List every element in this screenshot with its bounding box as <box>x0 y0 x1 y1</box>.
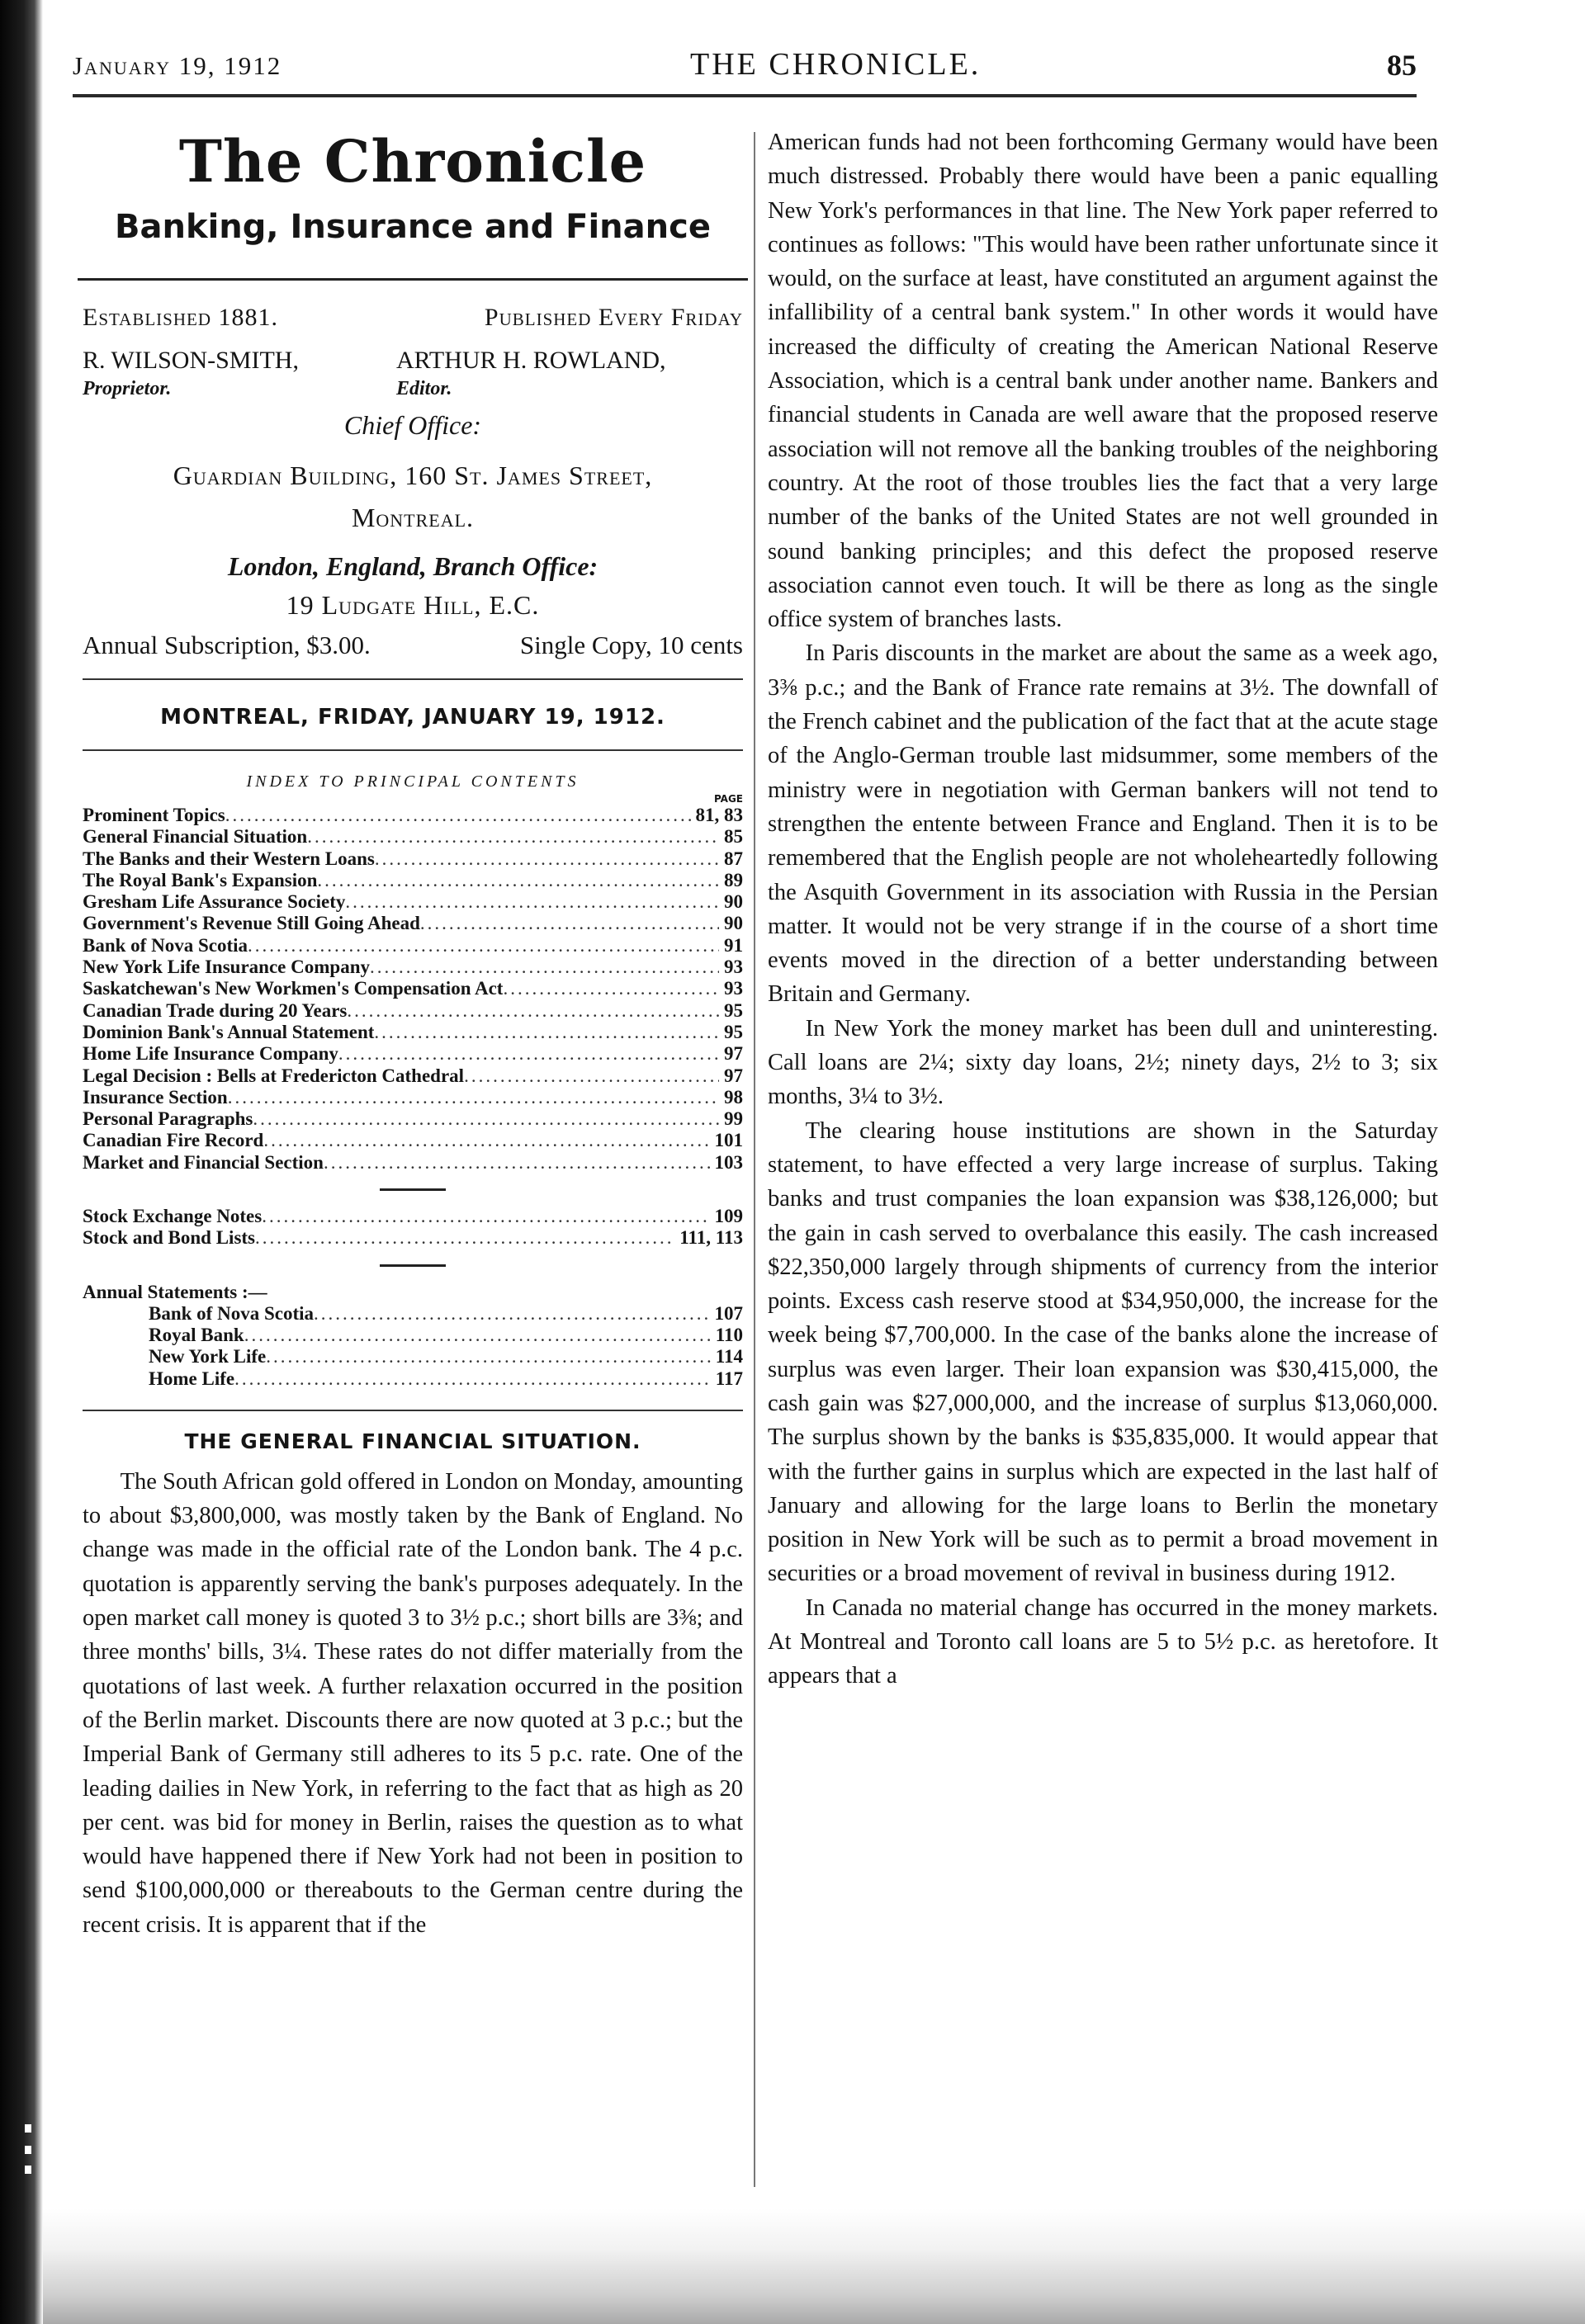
index-entry-title: Government's Revenue Still Going Ahead <box>83 913 420 934</box>
issue-dateline: MONTREAL, FRIDAY, JANUARY 19, 1912. <box>160 705 665 730</box>
dot-leader <box>338 1043 719 1065</box>
right-column <box>768 125 1438 1693</box>
masthead-rule <box>78 278 748 281</box>
masthead-subtitle: Banking, Insurance and Finance <box>115 208 711 246</box>
index-entry <box>83 826 743 848</box>
index-entry <box>83 1152 743 1174</box>
london-branch-label: London, England, Branch Office: <box>227 551 599 581</box>
divider-rule <box>83 678 743 680</box>
annual-statements-heading: Annual Statements :— <box>83 1281 267 1302</box>
index-entry <box>83 935 743 957</box>
index-entry-page: 97 <box>724 1065 743 1086</box>
binding-mark <box>25 2166 31 2174</box>
index-entry-page: 103 <box>714 1151 743 1173</box>
staff-roles-row <box>83 378 743 400</box>
index-entry-title: Home Life Insurance Company <box>83 1043 338 1065</box>
article-paragraph: In Paris discounts in the market are about the same as a week ago, 3⅜ p.c.; and the Bank of France rate remains at 3½. The downfall of the French cabinet and the publication of the fact that at the acute stage of the Anglo-German trouble last midsummer, some members of the ministry were in negotiation with German bankers will not tend to strengthen the entente between France and England. Then it is to be remembered that the English people are not wholeheartedly following the Asquith Government in its association with Russia in the Persian matter. It would not be very strange if in the course of a short time events moved in the direction of a better understanding between Britain and Germany. <box>768 640 1438 1008</box>
office-address: Guardian Building, 160 St. James Street, <box>173 461 653 490</box>
index-entry-page: 87 <box>724 848 743 869</box>
index-entry-page: 85 <box>724 826 743 848</box>
dot-leader <box>374 1022 719 1043</box>
dot-leader <box>420 913 719 934</box>
index-entry-title: Home Life <box>149 1367 235 1389</box>
index-entry-title: New York Life <box>149 1346 267 1367</box>
masthead-title: The Chronicle <box>178 127 647 196</box>
proprietor-role: Proprietor. <box>83 378 172 399</box>
index-entry-page: 109 <box>714 1206 743 1227</box>
subscription-line <box>83 631 743 660</box>
established-line: Established 1881. <box>83 304 278 331</box>
dot-leader <box>228 1087 719 1108</box>
dot-leader <box>345 891 719 913</box>
index-entry <box>83 978 743 999</box>
index-entry-page: 93 <box>724 957 743 978</box>
index-entry-page: 98 <box>724 1086 743 1108</box>
dot-leader <box>314 1303 710 1325</box>
dot-leader <box>244 1325 711 1346</box>
dot-leader <box>370 957 719 978</box>
index-title: INDEX TO PRINCIPAL CONTENTS <box>246 772 580 791</box>
publication-info-row <box>83 304 743 332</box>
proprietor-name: R. WILSON-SMITH, <box>83 347 299 374</box>
dot-leader <box>317 870 719 891</box>
annual-subscription: Annual Subscription, $3.00. <box>83 631 371 659</box>
index-entry <box>83 1000 743 1022</box>
index-entry <box>83 870 743 891</box>
staff-names-row <box>83 347 743 375</box>
index-entry <box>83 891 743 913</box>
index-entry-title: General Financial Situation <box>83 826 308 848</box>
index-entry <box>83 913 743 934</box>
index-entry <box>83 1043 743 1065</box>
dot-leader <box>375 848 719 870</box>
editor-role: Editor. <box>396 378 452 399</box>
index-entry <box>83 1368 743 1390</box>
index-separator <box>380 1264 446 1267</box>
index-entry-page: 81, 83 <box>695 805 743 825</box>
published-line: Published Every Friday <box>484 304 743 331</box>
index-entry <box>83 1227 743 1249</box>
dot-leader <box>234 1368 711 1390</box>
index-entry-title: Canadian Trade during 20 Years <box>83 999 348 1021</box>
index-entry-title: Stock and Bond Lists <box>83 1227 255 1249</box>
article-paragraph: The clearing house institutions are shown in the Saturday statement, to have effected a very large increase of surplus. Taking banks and trust companies the loan expansion was $38,126,000; but the gain in cash served to overbalance this easily. The cash increased $22,350,000 largely through shipments of currency from the interior points. Excess cash reserve stood at $34,950,000, the increase for the week being $7,700,000. In the case of the banks alone the increase of surplus was even larger. Their loan expansion was $30,415,000, the cash gain was $27,000,000, and the increase of surplus $13,060,000. The surplus shown by the banks is $35,835,000. It would appear that with the further gains in surplus which are expected in the last half of January and allowing for the large loans to Berlin the monetary position in New York will be such as to permit a broad movement in securities or a broad movement of revival in business during 1912. <box>768 1117 1438 1587</box>
index-entry-page: 97 <box>724 1043 743 1065</box>
index-entry-page: 91 <box>724 934 743 956</box>
index-entry-page: 90 <box>724 913 743 934</box>
index-entry-title: Legal Decision : Bells at Fredericton Cathedral <box>83 1065 465 1086</box>
index-entry-page: 95 <box>724 999 743 1021</box>
index-entry-page: 110 <box>715 1324 743 1345</box>
index-entry-title: Market and Financial Section <box>83 1151 324 1173</box>
index-entry-page: 89 <box>724 869 743 890</box>
divider-rule <box>83 749 743 751</box>
header-rule <box>73 94 1417 97</box>
left-column <box>83 120 743 1942</box>
index-entry <box>83 1108 743 1130</box>
column-divider <box>754 132 755 2187</box>
index-entry-title: Bank of Nova Scotia <box>149 1302 314 1324</box>
dot-leader <box>307 826 719 848</box>
index-entry-page: 101 <box>714 1130 743 1151</box>
index-entry-title: Dominion Bank's Annual Statement <box>83 1021 375 1042</box>
index-entry <box>83 1130 743 1151</box>
index-entry-page: 93 <box>724 978 743 999</box>
dot-leader <box>253 1108 719 1130</box>
section-rule <box>83 1410 743 1411</box>
dot-leader <box>324 1152 710 1174</box>
index-entry-page: 114 <box>715 1346 743 1367</box>
index-entry-page: 107 <box>714 1302 743 1324</box>
index-entry-title: New York Life Insurance Company <box>83 957 370 978</box>
index-entry <box>83 1065 743 1087</box>
index-entry-title: Bank of Nova Scotia <box>83 934 248 956</box>
index-entry-title: Personal Paragraphs <box>83 1108 253 1130</box>
index-entry-page: 90 <box>724 891 743 913</box>
index-separator <box>380 1188 446 1191</box>
dot-leader <box>464 1065 719 1087</box>
dot-leader <box>225 805 691 826</box>
index-entry <box>83 1022 743 1043</box>
office-city: Montreal. <box>351 503 475 532</box>
index-entry <box>83 1325 743 1346</box>
index-page-header: PAGE <box>713 793 743 805</box>
page-binding-shadow <box>0 0 43 2324</box>
index-entry-title: Prominent Topics <box>83 805 225 825</box>
dot-leader <box>347 1000 719 1022</box>
index-entry-title: Stock Exchange Notes <box>83 1206 263 1227</box>
running-head-date: January 19, 1912 <box>73 51 282 80</box>
index-entry <box>83 1087 743 1108</box>
binding-mark <box>25 2124 31 2133</box>
index-entry <box>83 848 743 870</box>
annual-statements-list <box>83 1303 743 1390</box>
dot-leader <box>255 1227 674 1249</box>
index-entry <box>83 957 743 978</box>
binding-mark <box>25 2146 31 2154</box>
index-entry-page: 95 <box>724 1021 743 1042</box>
index-entry-title: Gresham Life Assurance Society <box>83 891 346 913</box>
dot-leader <box>503 978 719 999</box>
article-heading: THE GENERAL FINANCIAL SITUATION. <box>184 1429 641 1453</box>
index-list <box>83 805 743 1174</box>
index-entry <box>83 1346 743 1367</box>
running-head-title: THE CHRONICLE. <box>690 47 982 82</box>
running-head <box>73 46 1417 83</box>
article-paragraph: In Canada no material change has occurred in the money markets. At Montreal and Toronto call loans are 5 to 5½ p.c. as heretofore. It appears that a <box>768 1594 1438 1689</box>
single-copy-price: Single Copy, 10 cents <box>519 631 743 659</box>
article-paragraph: American funds had not been forthcoming Germany would have been much distressed. Probably there would have been a panic equalling New York's performances in that line. The New York paper referred to continues as follows: "This would have been rather unfortunate since it would, on the surface at least, have constituted an argument against the infallibility of a central bank system." In other words it would have increased the difficulty of creating the American National Reserve Association, which is a central bank under another name. Bankers and financial students in Canada are well aware that the proposed reserve association will not remove all the banking troubles of the neighboring country. At the root of those troubles lies the fact that a very large number of the banks of the United States are not well grounded in sound banking principles; and this defect the proposed reserve association cannot even touch. It will be there as long as the single office system of branches lasts. <box>768 130 1438 633</box>
index-entry-title: Canadian Fire Record <box>83 1130 264 1151</box>
index-entry <box>83 805 743 826</box>
index-entry-title: Royal Bank <box>149 1324 244 1345</box>
index-entry-title: The Royal Bank's Expansion <box>83 869 318 890</box>
article-paragraph: The South African gold offered in London on Monday, amounting to about $3,800,000, was mostly taken by the Bank of England. No change was made in the official rate of the London bank. The 4 p.c. quotation is apparently serving the bank's purposes adequately. In the open market call money is quoted 3 to 3½ p.c.; short bills are 3⅜; and three months' bills, 3¼. These rates do not differ materially from the quotations of last week. A further relaxation occurred in the position of the Berlin market. Discounts there are now quoted at 3 p.c.; but the Imperial Bank of Germany still adheres to its 5 p.c. rate. One of the leading dailies in New York, in referring to the fact that as high as 20 per cent. was bid for money in Berlin, raises the question as to what would have happened there if New York had not been in position to send $100,000,000 or thereabouts to the German centre during the recent crisis. It is apparent that if the <box>83 1468 743 1938</box>
dot-leader <box>263 1130 709 1151</box>
chief-office-label: Chief Office: <box>343 410 482 440</box>
index-entry-page: 111, 113 <box>679 1227 743 1249</box>
index-entry-page: 117 <box>715 1367 743 1389</box>
dot-leader <box>266 1346 711 1367</box>
page-number: 85 <box>1387 49 1417 82</box>
page-bottom-shadow <box>43 2208 1585 2324</box>
index-entry-title: Saskatchewan's New Workmen's Compensation Act <box>83 978 504 999</box>
dot-leader <box>248 935 719 957</box>
index-entry-title: The Banks and their Western Loans <box>83 848 375 869</box>
index-entry <box>83 1206 743 1227</box>
index-entry <box>83 1303 743 1325</box>
london-branch-address: 19 Ludgate Hill, E.C. <box>286 590 540 620</box>
index-entry-page: 99 <box>724 1108 743 1130</box>
article-paragraph: In New York the money market has been dull and uninteresting. Call loans are 2¼; sixty day loans, 2½; ninety days, 2½ to 3; six months, 3¼ to 3½. <box>768 1015 1438 1110</box>
index-entry-title: Insurance Section <box>83 1086 228 1108</box>
dot-leader <box>262 1206 709 1227</box>
editor-name: ARTHUR H. ROWLAND, <box>396 347 666 374</box>
index-stock-list <box>83 1206 743 1249</box>
